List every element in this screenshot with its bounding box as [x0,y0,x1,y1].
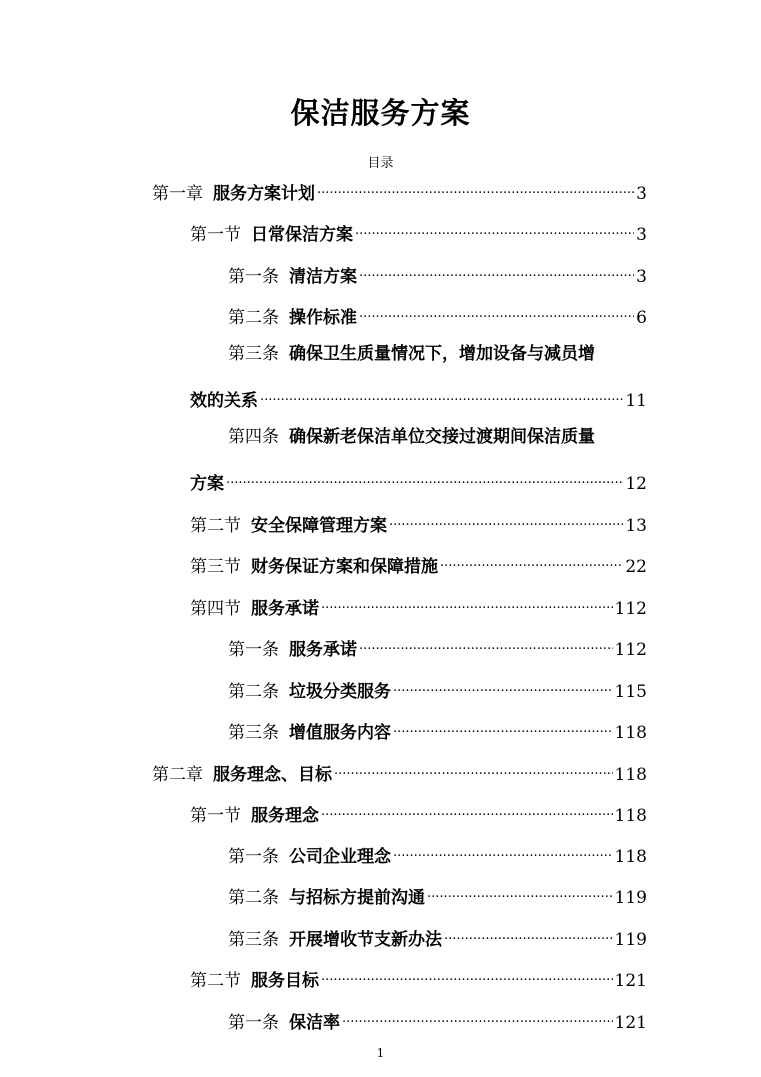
toc-entry-title: 公司企业理念 [289,847,391,867]
toc-entry-page: 3 [636,225,647,245]
toc-entry-page: 11 [625,391,647,411]
toc-entry-section[interactable] [190,799,647,826]
toc-entry-number: 第二条 [228,888,279,908]
toc-dot-leader [260,384,623,406]
toc-dot-leader [317,177,634,199]
toc-entry-title: 增值服务内容 [289,723,391,743]
toc-entry-article[interactable] [228,301,647,328]
toc-entry-page: 112 [614,599,647,619]
toc-entry-page: 115 [614,682,647,702]
toc-entry-number: 第二条 [228,682,279,702]
toc-dot-leader [321,964,613,986]
document-title: 保洁服务方案 [290,96,471,130]
toc-entry-section[interactable] [190,218,647,245]
toc-entry-title: 操作标准 [289,308,357,328]
toc-entry-number: 第一节 [190,806,241,826]
toc-entry-article[interactable] [228,716,647,743]
toc-dot-leader [427,881,613,903]
toc-entry-number: 第二节 [190,971,241,991]
toc-entry-article[interactable] [228,633,647,660]
toc-entry-number: 第二节 [190,516,241,536]
toc-entry-title: 确保新老保洁单位交接过渡期间保洁质量 [289,427,595,447]
toc-entry-title: 服务理念、目标 [213,765,332,785]
toc-dot-leader [359,260,634,282]
toc-entry-title: 开展增收节支新办法 [289,930,442,950]
toc-entry-page: 121 [614,1013,647,1033]
toc-entry-section[interactable] [190,550,647,577]
toc-entry-chapter[interactable] [152,758,647,785]
toc-dot-leader [393,675,613,697]
toc-entry-number: 第四节 [190,599,241,619]
toc-entry-title: 服务理念 [251,806,319,826]
toc-entry-chapter[interactable] [152,177,647,204]
toc-entry-title: 日常保洁方案 [251,225,353,245]
toc-entry-number: 第三条 [228,930,279,950]
toc-entry-number: 第一条 [228,847,279,867]
toc-entry-title: 财务保证方案和保障措施 [251,557,438,577]
toc-entry-page: 6 [636,308,647,328]
toc-dot-leader [342,1006,613,1028]
toc-entry-number: 第二条 [228,308,279,328]
toc-dot-leader [440,550,623,572]
toc-entry-number: 第一节 [190,225,241,245]
toc-entry-page: 118 [614,765,647,785]
toc-entry-article[interactable] [228,1006,647,1033]
toc-entry-number: 第四条 [228,427,279,447]
toc-entry-title: 安全保障管理方案 [251,516,387,536]
toc-dot-leader [359,633,613,655]
toc-entry-number: 第二章 [152,765,203,785]
toc-entry-section[interactable] [190,592,647,619]
toc-entry-continuation[interactable] [190,467,647,494]
toc-entry-page: 118 [614,847,647,867]
toc-entry-section[interactable] [190,964,647,991]
toc-entry-article-wrapped[interactable] [228,426,595,448]
toc-entry-number: 第三条 [228,723,279,743]
toc-entry-title: 清洁方案 [289,267,357,287]
toc-entry-title: 与招标方提前沟通 [289,888,425,908]
toc-entry-article[interactable] [228,260,647,287]
toc-entry-number: 第一条 [228,267,279,287]
toc-entry-title: 服务承诺 [251,599,319,619]
toc-entry-title: 服务方案计划 [213,184,315,204]
toc-entry-page: 3 [636,184,647,204]
toc-entry-number: 第三条 [228,344,279,364]
toc-entry-page: 119 [614,930,647,950]
toc-entry-page: 119 [614,888,647,908]
toc-entry-number: 第一条 [228,1013,279,1033]
toc-entry-title: 服务目标 [251,971,319,991]
toc-entry-section[interactable] [190,509,647,536]
toc-entry-article[interactable] [228,840,647,867]
toc-dot-leader [334,758,613,780]
toc-entry-article[interactable] [228,881,647,908]
toc-entry-title: 垃圾分类服务 [289,682,391,702]
toc-dot-leader [393,840,613,862]
toc-dot-leader [321,592,613,614]
toc-entry-page: 112 [614,640,647,660]
toc-dot-leader [393,716,613,738]
toc-entry-title-continued: 效的关系 [190,391,258,411]
toc-entry-number: 第一条 [228,640,279,660]
toc-dot-leader [389,509,623,531]
toc-entry-continuation[interactable] [190,384,647,411]
toc-entry-title: 保洁率 [289,1013,340,1033]
toc-entry-page: 3 [636,267,647,287]
toc-entry-article[interactable] [228,675,647,702]
toc-dot-leader [355,218,634,240]
toc-entry-article[interactable] [228,923,647,950]
toc-dot-leader [359,301,634,323]
toc-entry-page: 22 [625,557,647,577]
toc-entry-page: 118 [614,723,647,743]
toc-entry-number: 第一章 [152,184,203,204]
toc-entry-page: 121 [614,971,647,991]
toc-entry-page: 13 [625,516,647,536]
toc-entry-title: 确保卫生质量情况下，增加设备与减员增 [289,344,595,364]
toc-entry-title: 服务承诺 [289,640,357,660]
page-number: 1 [376,1046,385,1060]
toc-dot-leader [321,799,613,821]
toc-dot-leader [444,923,613,945]
toc-entry-number: 第三节 [190,557,241,577]
toc-dot-leader [226,467,623,489]
toc-entry-article-wrapped[interactable] [228,343,595,365]
toc-entry-page: 12 [625,474,647,494]
toc-entry-title-continued: 方案 [190,474,224,494]
toc-entry-page: 118 [614,806,647,826]
toc-heading: 目录 [367,156,394,171]
